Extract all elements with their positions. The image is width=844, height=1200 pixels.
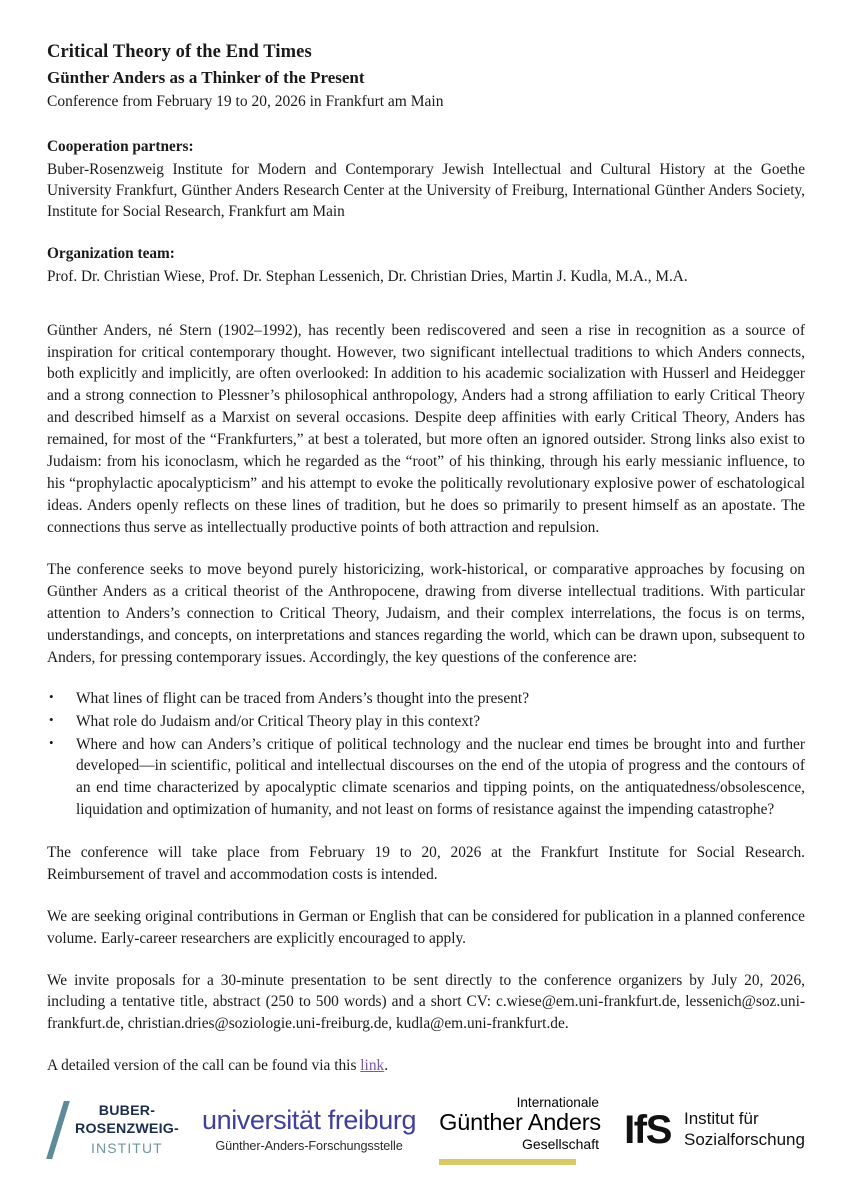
slash-icon (46, 1101, 70, 1159)
cooperation-partners-label: Cooperation partners: (47, 137, 194, 155)
ifs-logo-mark: IfS (624, 1108, 671, 1152)
iga-logo-line-1: Internationale (516, 1095, 599, 1110)
list-item: • What lines of flight can be traced from Anders’s thought into the present? (47, 688, 805, 710)
iga-logo-line-2: Günther Anders (439, 1109, 601, 1136)
organization-team-text: Prof. Dr. Christian Wiese, Prof. Dr. Stephan Lessenich, Dr. Christian Dries, Martin J. Kudla, M.A., M.A. (47, 267, 688, 285)
cooperation-partners-text: Buber-Rosenzweig Institute for Modern and Contemporary Jewish Intellectual and Cultural History at the Goethe University Frankfurt, Günther Anders Research Center at the University of Freiburg, International Günther Anders Society, Institute for Social Research, Frankfurt am Main (47, 160, 805, 220)
detailed-call-line (47, 1055, 805, 1077)
partner-logos-strip (47, 1090, 805, 1170)
detailed-call-suffix: . (384, 1057, 389, 1075)
body-paragraph-5-contact: We invite proposals for a 30-minute presentation to be sent directly to the conference organizers by July 20, 2026, including a tentative title, abstract (250 to 500 words) and a short CV: c.wiese@em.uni-frankfurt.de, lessenich@soz.uni-frankfurt.de, christian.dries@soziologie.uni-freiburg.de, kudla@em.uni-frankfurt.de. (47, 971, 805, 1033)
institut-fuer-sozialforschung-logo (624, 1099, 805, 1161)
ifs-logo-text (684, 1109, 805, 1150)
freiburg-logo-name: universität freiburg (201, 1104, 417, 1135)
universitaet-freiburg-logo (202, 1099, 416, 1161)
ifs-logo-line-2: Sozialforschung (684, 1130, 805, 1149)
body-paragraph-3: The conference will take place from February 19 to 20, 2026 at the Frankfurt Institute for Social Research. Reimbursement of travel and accommodation costs is intended. (47, 844, 805, 883)
body-paragraph-2: The conference seeks to move beyond purely historicizing, work-historical, or comparative approaches by focusing on Günther Anders as a critical theorist of the Anthropocene, drawing from diverse intellectual traditions. With particular attention to Anders’s connection to Critical Theory, Judaism, and their complex interrelations, the focus is on terms, understandings, and concepts, on interpretations and stances regarding the world, which can be drawn upon, subsequent to Anders, for pressing contemporary issues. Accordingly, the key questions of the conference are: (47, 561, 805, 666)
body-paragraph-1: Günther Anders, né Stern (1902–1992), has recently been rediscovered and seen a rise in recognition as a source of inspiration for critical contemporary thought. However, two significant intellectual traditions to which Anders connects, both explicitly and implicitly, are often overlooked: In addition to his academic socialization with Husserl and Heidegger and a strong connection to Plessner’s philosophical anthropology, Anders had a strong affiliation to early Critical Theory and described himself as a Marxist on several occasions. Despite deep affinities with early Critical Theory, Anders has remained, for most of the “Frankfurters,” at best a tolerated, but more often an ignored outsider. Strong links also exist to Judaism: from his iconoclasm, which he regarded as the “root” of his thinking, through his early messianic influence, to his “prophylactic apocalypticism” and his attempt to evoke the politically revolutionary explosive power of eschatological ideas. Anders openly reflects on these lines of tradition, but he does so primarily to present himself as an apostate. The connections thus serve as intellectually productive points of both attraction and repulsion. (47, 321, 805, 536)
key-questions-list (47, 688, 805, 821)
iga-logo-line-3: Gesellschaft (521, 1136, 599, 1153)
cooperation-partners-section (47, 137, 805, 222)
list-item: • Where and how can Anders’s critique of political technology and the nuclear end times be brought into and further developed—in scientific, political and intellectual discourses on the end of the utopia of progress and the contours of an end time characterized by apocalyptic climate scenarios and tipping points, on the antiquatedness/obsolescence, liquidation and optimization of humanity, and not least on forms of resistance against the impending catastrophe? (47, 734, 805, 822)
page-title: Critical Theory of the End Times (47, 42, 312, 62)
iga-logo-bar (439, 1159, 576, 1165)
conference-meta: Conference from February 19 to 20, 2026 in Frankfurt am Main (47, 92, 444, 110)
organization-team-label: Organization team: (47, 244, 175, 262)
list-item: • What role do Judaism and/or Critical Theory play in this context? (47, 711, 805, 733)
call-details-link[interactable]: link (360, 1057, 385, 1075)
buber-logo-line-2: ROSENZWEIG- (75, 1121, 179, 1138)
internationale-guenther-anders-gesellschaft-logo (439, 1095, 601, 1165)
detailed-call-prefix: A detailed version of the call can be found via this (47, 1057, 361, 1075)
buber-logo-line-1: BUBER- (98, 1103, 156, 1120)
organization-team-section (47, 244, 805, 287)
buber-rosenzweig-institut-logo (47, 1099, 179, 1161)
body-paragraph-4: We are seeking original contributions in German or English that can be considered for publication in a planned conference volume. Early-career researchers are explicitly encouraged to apply. (47, 907, 805, 947)
page-subtitle: Günther Anders as a Thinker of the Present (47, 67, 365, 87)
buber-logo-line-3: INSTITUT (91, 1140, 163, 1157)
freiburg-logo-unit: Günther-Anders-Forschungsstelle (215, 1139, 403, 1154)
ifs-logo-line-1: Institut für (684, 1109, 759, 1129)
document-body (47, 41, 805, 1077)
